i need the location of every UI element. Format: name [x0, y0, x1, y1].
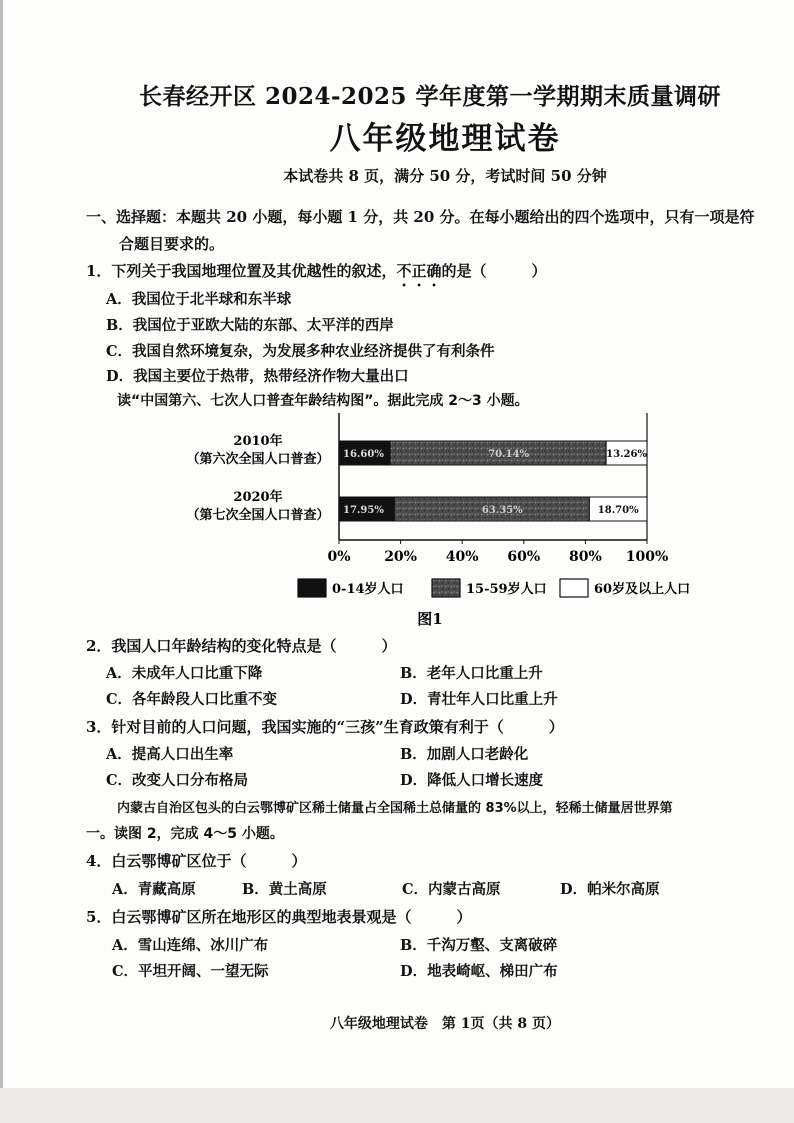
stem-text: 的是（ ）: [441, 262, 547, 280]
question-5-stem: 5．白云鄂博矿区所在地形区的典型地表景观是（ ）: [86, 908, 472, 926]
reading-instruction-1: 读“中国第六、七次人口普查年龄结构图”。据此完成 2～3 小题。: [117, 393, 529, 409]
scan-bottom-band: [0, 1088, 794, 1123]
q5-option-a: A．雪山连绵、冰川广布: [112, 937, 269, 954]
page-footer: 八年级地理试卷 第 1页（共 8 页）: [329, 1016, 561, 1032]
q5-option-c: C．平坦开阔、一望无际: [112, 963, 269, 980]
category-year-label: 2010年: [233, 434, 283, 449]
x-tick-label: 80%: [569, 549, 602, 565]
legend-label: 60岁及以上人口: [594, 582, 691, 597]
chart-x-tick-labels: [327, 549, 668, 565]
question-1-stem: [86, 260, 546, 290]
bar-data-label: 18.70%: [597, 505, 639, 516]
question-2-stem: 2．我国人口年龄结构的变化特点是（ ）: [86, 637, 397, 655]
q3-option-c: C．改变人口分布格局: [106, 772, 249, 789]
q2-option-b: B．老年人口比重上升: [400, 665, 543, 682]
q2-option-c: C．各年龄段人口比重不变: [106, 691, 278, 708]
q3-option-d: D．降低人口增长速度: [400, 772, 544, 789]
q3-option-a: A．提高人口出生率: [106, 746, 234, 763]
chart-category-labels: [186, 433, 329, 523]
bar-data-label: 16.60%: [343, 449, 384, 460]
q1-option-a: A．我国位于北半球和东半球: [106, 291, 292, 308]
q5-option-b: B．千沟万壑、支离破碎: [400, 937, 558, 954]
exam-info: 本试卷共 8 页，满分 50 分，考试时间 50 分钟: [283, 167, 607, 185]
q4-option-a: A．青藏高原: [112, 881, 196, 898]
q5-option-d: D．地表崎岖、梯田广布: [400, 963, 558, 980]
exam-title: 长春经开区 2024-2025 学年度第一学期期末质量调研: [138, 83, 722, 110]
x-tick-label: 60%: [507, 549, 541, 565]
bar-data-label: 17.95%: [343, 505, 384, 516]
q2-option-a: A．未成年人口比重下降: [106, 665, 263, 682]
legend-label: 15-59岁人口: [466, 582, 547, 597]
chart-bars: [339, 441, 647, 521]
q1-option-d: D．我国主要位于热带，热带经济作物大量出口: [106, 368, 409, 385]
bar-data-label: 63.35%: [481, 505, 523, 516]
x-tick-label: 40%: [445, 549, 479, 565]
q1-option-c: C．我国自然环境复杂，为发展多种农业经济提供了有利条件: [106, 343, 495, 360]
q2-option-d: D．青壮年人口比重上升: [400, 691, 558, 708]
category-note-label: （第七次全国人口普查）: [186, 508, 330, 523]
legend-label: 0-14岁人口: [332, 582, 404, 597]
chart-axis: [339, 413, 647, 544]
question-4-stem: 4．白云鄂博矿区位于（ ）: [86, 852, 307, 870]
x-tick-label: 0%: [327, 549, 351, 565]
question-3-stem: 3．针对目前的人口问题，我国实施的“三孩”生育政策有利于（ ）: [86, 718, 564, 736]
q4-option-b: B．黄土高原: [242, 881, 327, 898]
bar-data-label: 70.14%: [488, 449, 529, 460]
q1-option-b: B．我国位于亚欧大陆的东部、太平洋的西岸: [106, 317, 394, 334]
section-heading: 一、选择题：本题共 20 小题，每小题 1 分，共 20 分。在每小题给出的四个选项中，只有一项是符: [86, 208, 755, 226]
bar-data-label: 13.26%: [606, 449, 647, 460]
stem-text: 1．下列关于我国地理位置及其优越性的叙述，: [86, 262, 397, 280]
legend-swatch: [298, 579, 326, 597]
reading-instruction-2-cont: 一。读图 2，完成 4～5 小题。: [86, 826, 284, 842]
chart-caption: 图1: [417, 610, 443, 628]
reading-instruction-2: 内蒙古自治区包头的白云鄂博矿区稀土储量占全国稀土总储量的 83%以上，轻稀土储量居世界第: [117, 801, 673, 816]
emphasis-text: 不正确: [396, 262, 442, 280]
x-tick-label: 100%: [625, 549, 669, 565]
population-age-structure-chart: [0, 405, 794, 630]
q4-option-c: C．内蒙古高原: [402, 881, 501, 898]
category-note-label: （第六次全国人口普查）: [186, 452, 330, 467]
legend-swatch: [560, 579, 588, 597]
x-tick-label: 20%: [384, 549, 417, 565]
category-year-label: 2020年: [233, 490, 283, 505]
legend-swatch: [432, 579, 460, 597]
q3-option-b: B．加剧人口老龄化: [400, 746, 529, 763]
section-heading-cont: 合题目要求的。: [119, 235, 225, 253]
chart-legend: [298, 579, 690, 597]
subject-title: 八年级地理试卷: [329, 121, 561, 157]
q4-option-d: D．帕米尔高原: [560, 881, 660, 898]
